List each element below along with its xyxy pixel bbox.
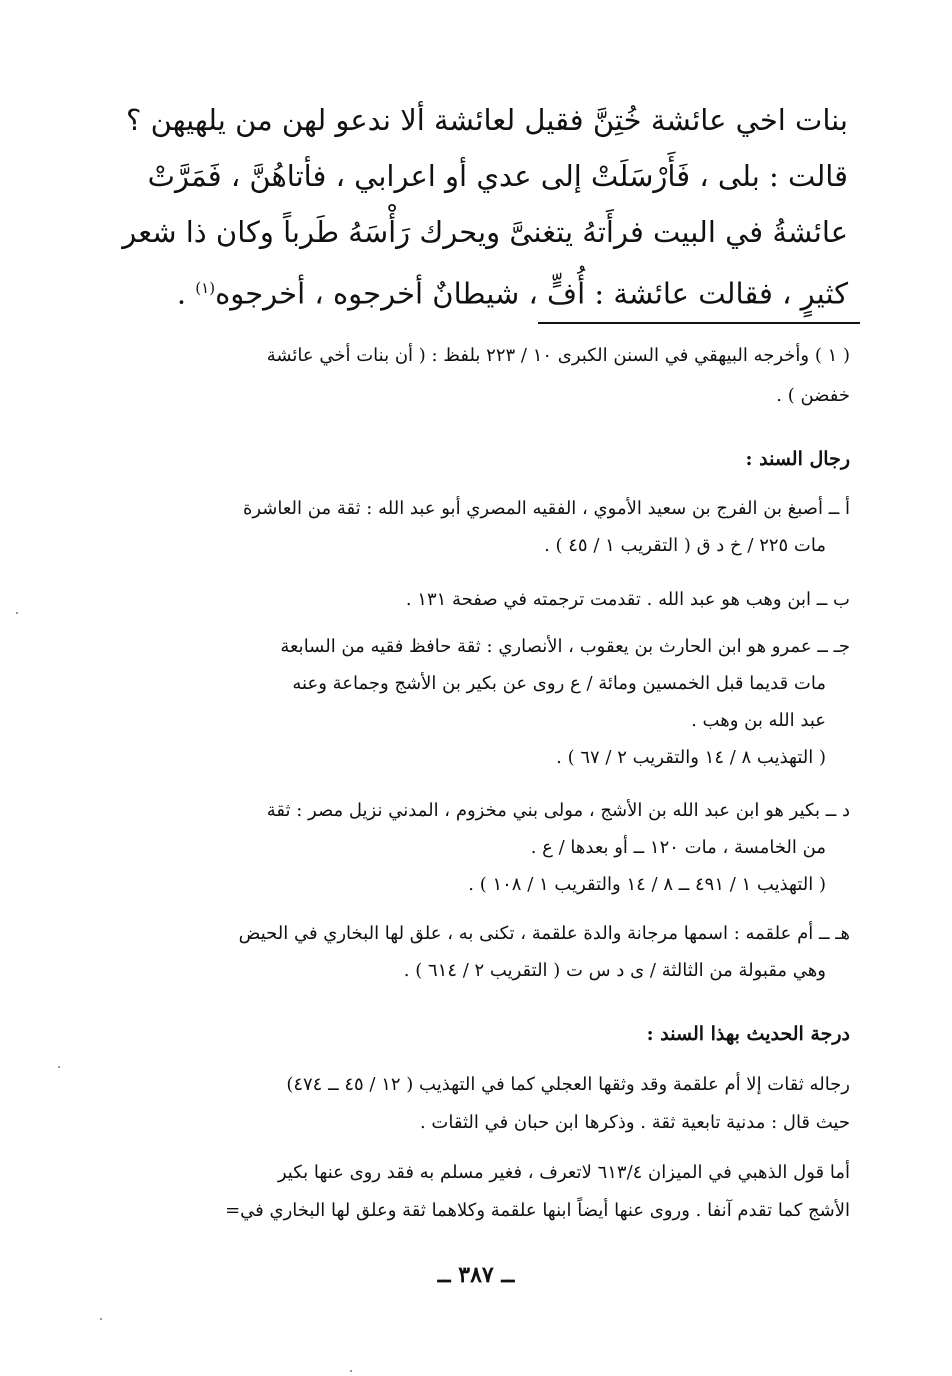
grade-line: أما قول الذهبي في الميزان ٦١٣/٤ لاتعرف ، فغير مسلم به فقد روى عنها بكير bbox=[277, 1162, 850, 1183]
sanad-title: رجال السند : bbox=[745, 448, 850, 470]
scan-speck bbox=[100, 1318, 102, 1320]
main-text-line: بنات اخي عائشة خُتِنَّ فقيل لعائشة ألا ندعو لهن من يلهيهن ؟ bbox=[126, 103, 848, 137]
scan-speck bbox=[16, 612, 18, 614]
narrator-text: أصبغ بن الفرج بن سعيد الأموي ، الفقيه المصري أبو عبد الله : ثقة من العاشرة bbox=[242, 498, 823, 519]
grade-line: الأشج كما تقدم آنفا . وروى عنها أيضاً ابنها علقمة وكلاهما ثقة وعلق لها البخاري في= bbox=[225, 1200, 850, 1221]
narrator-text: بكير هو ابن عبد الله بن الأشج ، مولى بني مخزوم ، المدني نزيل مصر : ثقة bbox=[266, 800, 820, 821]
narrator-text: ابن وهب هو عبد الله . تقدمت ترجمته في صفحة ١٣١ . bbox=[405, 589, 812, 610]
narrator-label: ب ــ bbox=[816, 589, 850, 610]
narrator-line: ( التهذيب ٨ / ١٤ والتقريب ٢ / ٦٧ ) . bbox=[556, 747, 826, 768]
main-text bbox=[100, 92, 848, 322]
page-number: ــ ٣٨٧ ــ bbox=[437, 1262, 515, 1288]
narrator-line: مات قديما قبل الخمسين ومائة / ع روى عن بكير بن الأشج وجماعة وعنه bbox=[292, 673, 826, 694]
main-text-line: عائشةُ في البيت فرأَتهُ يتغنىَّ ويحرك رَأْسَهُ طَرباً وكان ذا شعر bbox=[122, 215, 848, 249]
grade-title: درجة الحديث بهذا السند : bbox=[646, 1023, 850, 1045]
narrator-entry bbox=[120, 581, 850, 618]
narrator-line bbox=[120, 490, 850, 527]
grade-line: رجاله ثقات إلا أم علقمة وقد وثقها العجلي كما في التهذيب ( ١٢ / ٤٥ ــ ٤٧٤) bbox=[286, 1074, 850, 1095]
narrator-line: من الخامسة ، مات ١٢٠ ــ أو بعدها / ع . bbox=[530, 837, 826, 858]
narrator-entry bbox=[120, 490, 850, 564]
narrator-line bbox=[120, 792, 850, 829]
narrator-line bbox=[120, 915, 850, 952]
narrator-line: عبد الله بن وهب . bbox=[691, 710, 826, 731]
scan-speck bbox=[58, 1066, 60, 1068]
footnote-marker: (١) bbox=[195, 279, 216, 297]
narrator-line: ( التهذيب ١ / ٤٩١ ــ ٨ / ١٤ والتقريب ١ / ١٠٨ ) . bbox=[468, 874, 826, 895]
narrator-label: جـ ــ bbox=[817, 636, 850, 657]
narrator-label: أ ــ bbox=[828, 498, 850, 519]
scan-speck bbox=[350, 1370, 352, 1372]
main-text-line: قالت : بلى ، فَأَرْسَلَتْ إلى عدي أو اعرابي ، فأتاهُنَّ ، فَمَرَّتْ bbox=[147, 159, 848, 193]
narrator-line bbox=[120, 581, 850, 618]
narrator-entry bbox=[120, 915, 850, 989]
narrator-line bbox=[120, 628, 850, 665]
narrator-entry bbox=[120, 628, 850, 776]
footnote bbox=[120, 336, 850, 416]
narrator-label: هـ ــ bbox=[818, 923, 850, 944]
main-text-line bbox=[100, 260, 848, 322]
narrator-text: عمرو هو ابن الحارث بن يعقوب ، الأنصاري : ثقة حافظ فقيه من السابعة bbox=[280, 636, 812, 657]
footnote-divider bbox=[538, 322, 860, 324]
grade-paragraph bbox=[120, 1066, 850, 1142]
narrator-label: د ــ bbox=[825, 800, 850, 821]
grade-paragraph bbox=[120, 1154, 850, 1230]
grade-line: حيث قال : مدنية تابعية ثقة . وذكرها ابن حبان في الثقات . bbox=[419, 1112, 850, 1133]
main-text-segment: كثيرٍ ، فقالت عائشة : أُفٍّ ، شيطانٌ أخرجوه ، أخرجوه bbox=[215, 276, 848, 311]
narrator-text: أم علقمه : اسمها مرجانة والدة علقمة ، تكنى به ، علق لها البخاري في الحيض bbox=[238, 923, 814, 944]
main-text-segment: . bbox=[176, 276, 196, 311]
narrator-line: مات ٢٢٥ / خ د ق ( التقريب ١ / ٤٥ ) . bbox=[544, 535, 826, 556]
narrator-line: وهي مقبولة من الثالثة / ى د س ت ( التقريب ٢ / ٦١٤ ) . bbox=[403, 960, 826, 981]
footnote-line: خفضن ) . bbox=[776, 385, 850, 406]
footnote-line: ( ١ ) وأخرجه البيهقي في السنن الكبرى ١٠ / ٢٢٣ بلفظ : ( أن بنات أخي عائشة bbox=[266, 345, 850, 366]
narrator-entry bbox=[120, 792, 850, 903]
